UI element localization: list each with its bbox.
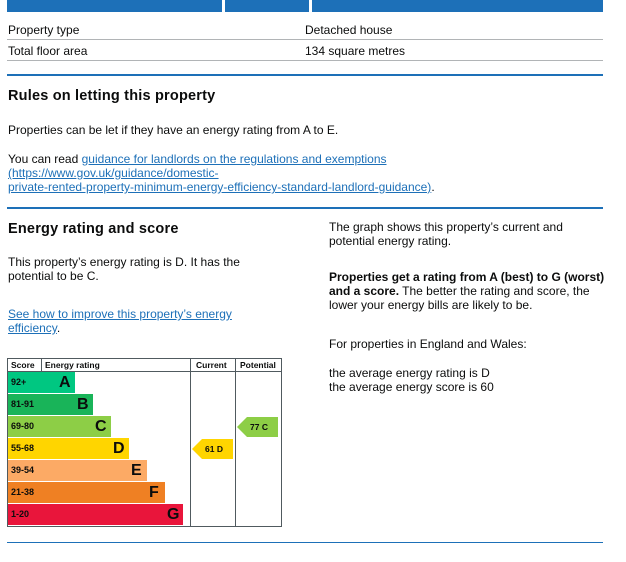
table-header-bar [7, 0, 603, 12]
band-bar [41, 482, 165, 503]
rating-explanation: Properties get a rating from A (best) to G (worst) and a score. The better the rating and score, the lower your energy bills are likely to be. [329, 270, 605, 312]
band-letter: C [95, 418, 107, 435]
band-letter: F [149, 484, 159, 501]
current-header: Current [196, 360, 227, 370]
current-rating-arrow-label: 61 D [205, 444, 223, 454]
band-score-label: 81-91 [8, 394, 41, 415]
potential-rating-arrow [237, 417, 278, 437]
graph-description: The graph shows this property’s current and potential energy rating. [329, 220, 563, 248]
section-divider [7, 74, 603, 76]
property-type-row [7, 19, 603, 40]
band-bar [41, 504, 183, 525]
potential-rating-arrow-label: 77 C [250, 422, 268, 432]
letting-paragraph: Properties can be let if they have an energy rating from A to E. [8, 123, 339, 137]
bottom-divider [7, 542, 603, 543]
floor-area-row [7, 40, 603, 61]
current-rating-arrow [192, 439, 233, 459]
improve-paragraph: See how to improve this property’s energy efficiency. [8, 307, 232, 335]
band-letter: E [131, 462, 142, 479]
band-letter: B [77, 396, 89, 413]
property-type-value: Detached house [305, 23, 393, 37]
average-values: the average energy rating is D the average energy score is 60 [329, 366, 494, 394]
band-score-label: 1-20 [8, 504, 41, 525]
potential-header: Potential [240, 360, 276, 370]
section-divider [7, 207, 603, 209]
band-letter: G [167, 506, 180, 523]
band-score-label: 21-38 [8, 482, 41, 503]
floor-area-label: Total floor area [8, 44, 88, 58]
energy-heading: Energy rating and score [8, 221, 179, 237]
guidance-paragraph: You can read guidance for landlords on the regulations and exemptions (https://www.gov.uk/guidance/domestic- private-rented-property-minimum-energy-efficiency-standard-landlord-guidance). [8, 152, 435, 194]
improve-efficiency-link[interactable]: See how to improve this property’s energy efficiency [8, 307, 232, 335]
band-score-label: 92+ [8, 372, 41, 393]
score-header: Score [11, 360, 35, 370]
band-score-label: 39-54 [8, 460, 41, 481]
england-wales-text: For properties in England and Wales: [329, 337, 527, 351]
guidance-link[interactable]: guidance for landlords on the regulations and exemptions (https://www.gov.uk/guidance/domestic- private-rented-property-minimum-energy-efficiency-standard-landlord-guidance) [8, 152, 432, 194]
floor-area-value: 134 square metres [305, 44, 406, 58]
property-type-label: Property type [8, 23, 80, 37]
band-score-label: 55-68 [8, 438, 41, 459]
band-letter: A [59, 374, 71, 391]
energy-rating-chart [7, 358, 282, 527]
letting-heading: Rules on letting this property [8, 88, 216, 104]
energy-intro: This property’s energy rating is D. It has the potential to be C. [8, 255, 240, 283]
rating-header: Energy rating [45, 360, 100, 370]
band-score-label: 69-80 [8, 416, 41, 437]
band-letter: D [113, 440, 125, 457]
